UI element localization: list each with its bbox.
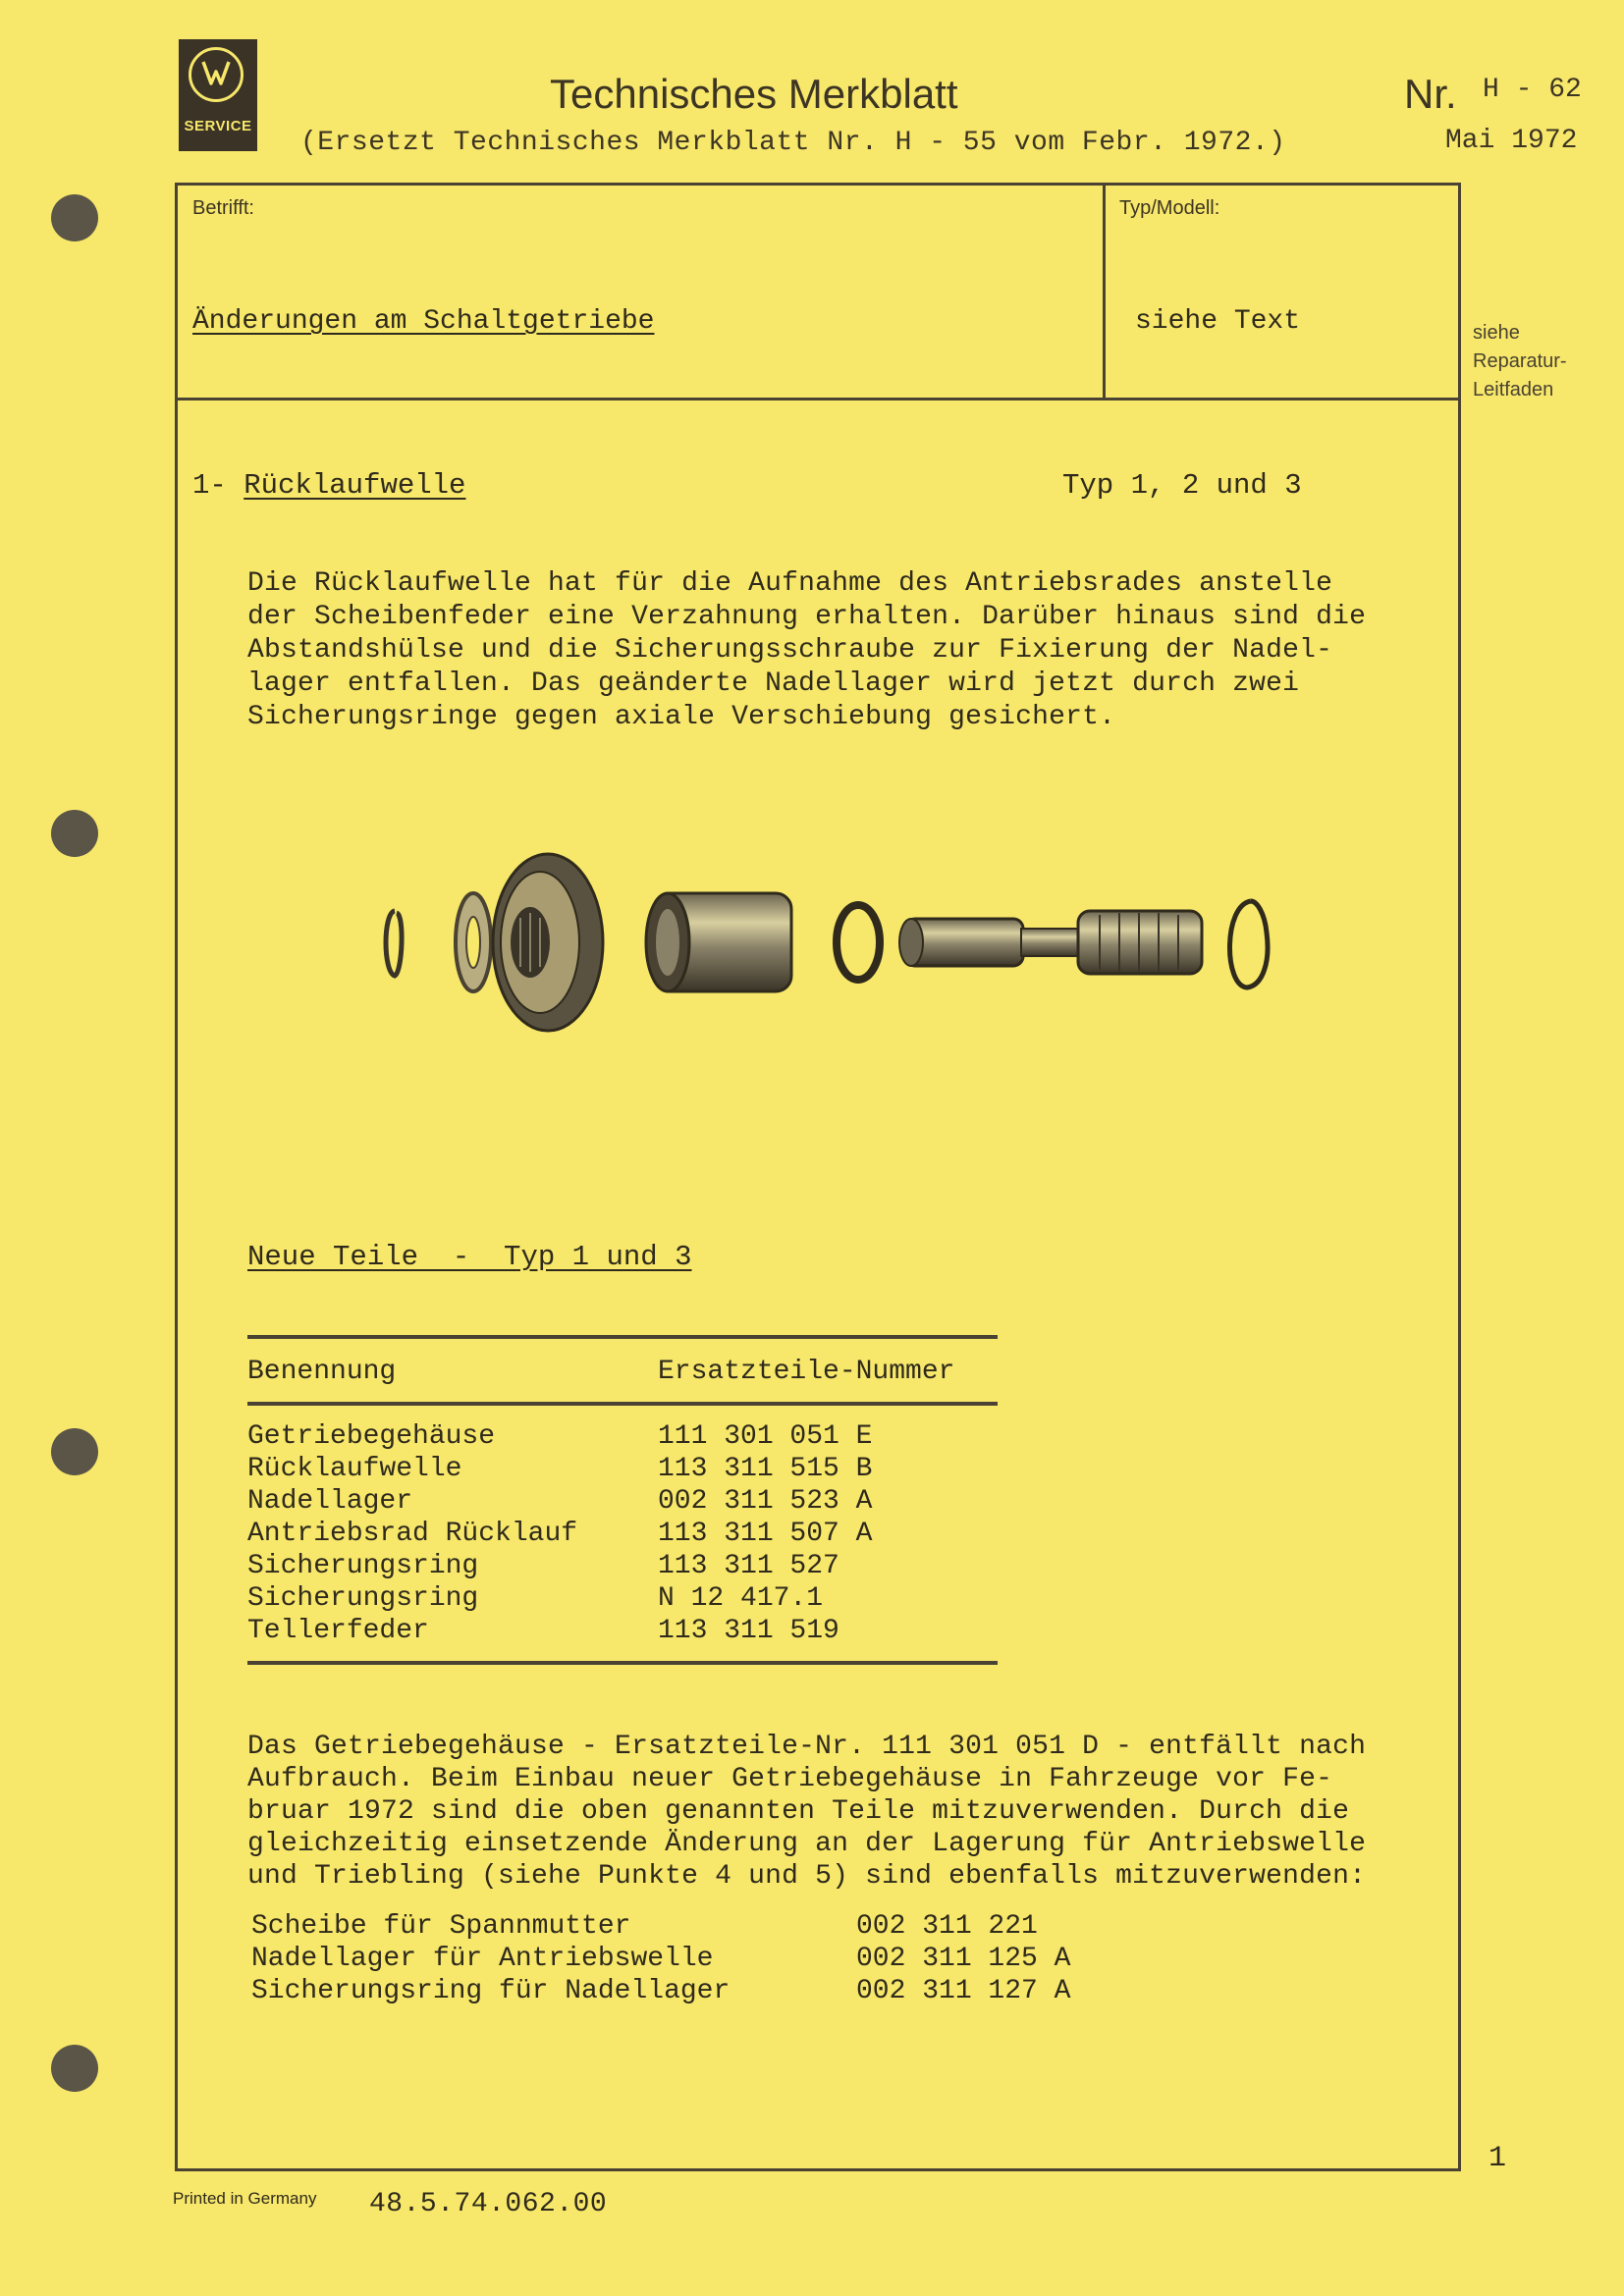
document-subtitle: (Ersetzt Technisches Merkblatt Nr. H - 55 vom Febr. 1972.) [300,128,1286,158]
table-row [247,1519,998,1552]
table-row [247,1454,998,1487]
side-note-line: Reparatur- [1473,350,1567,372]
side-note [1473,319,1567,404]
betrifft-value: Änderungen am Schaltgetriebe [192,306,655,337]
vw-service-logo [179,39,257,151]
part-name: Scheibe für Spannmutter [251,1911,631,1942]
part-name: Nadellager [247,1486,413,1517]
washer-icon [456,893,491,991]
part-name: Sicherungsring [247,1551,479,1581]
reverse-shaft-icon [899,911,1202,974]
nr-value: H - 62 [1483,75,1582,105]
new-parts-heading: Neue Teile - Typ 1 und 3 [247,1241,692,1273]
info-box [175,183,1461,400]
part-number: 113 311 515 B [658,1454,873,1484]
part-number: 113 311 507 A [658,1519,873,1549]
table-row [247,1421,998,1455]
section-paragraph: Die Rücklaufwelle hat für die Aufnahme des Antriebsrades anstelle der Scheibenfeder eine Verzahnung erhalten. Darüber hinaus sind die Abstandshülse und die Sicherungsschraube zur Fixierung der Nadel- lager entfallen. Das geänderte Nadellager wird jetzt durch zwei Sicherungsringe gegen axiale Verschiebung gesichert. [247,568,1367,732]
logo-text: SERVICE [184,118,252,134]
table-rule [247,1402,998,1406]
retaining-ring-icon [386,911,402,976]
o-ring-icon [837,905,880,980]
table-row [247,1551,998,1584]
spacer-sleeve-icon [646,893,791,991]
part-name: Sicherungsring für Nadellager [251,1976,731,2006]
table-rule [247,1661,998,1665]
vw-logo-icon [189,47,244,102]
punch-hole [51,194,98,241]
typ-value: siehe Text [1135,306,1301,337]
typ-label: Typ/Modell: [1119,197,1220,219]
side-note-line: Leitfaden [1473,379,1554,400]
circlip-icon [1229,901,1268,988]
part-number: 002 311 127 A [856,1976,1071,2006]
part-number: 002 311 125 A [856,1944,1071,1974]
part-number: 113 311 527 [658,1551,839,1581]
punch-hole [51,810,98,857]
section-types: Typ 1, 2 und 3 [1062,469,1302,502]
table-rule [247,1335,998,1339]
part-name: Getriebegehäuse [247,1421,496,1452]
print-code: 48.5.74.062.00 [369,2189,608,2219]
info-box-divider [1103,183,1106,400]
part-name: Antriebsrad Rücklauf [247,1519,578,1549]
table-header [247,1357,998,1390]
nr-label: Nr. [1404,71,1457,117]
page-number: 1 [1489,2142,1507,2175]
col-number-header: Ersatzteile-Nummer [658,1357,955,1387]
part-number: 113 311 519 [658,1616,839,1646]
document-title: Technisches Merkblatt [550,71,958,117]
part-name: Tellerfeder [247,1616,429,1646]
gear-icon [493,854,603,1031]
list-item [251,1976,1135,2009]
list-item [251,1911,1135,1945]
section-title: Rücklaufwelle [244,469,466,502]
list-item [251,1944,1135,1977]
printed-in-label: Printed in Germany [173,2189,317,2208]
table-row [247,1583,998,1617]
part-number: N 12 417.1 [658,1583,824,1614]
section-number: 1- [192,469,227,502]
document-date: Mai 1972 [1445,126,1578,156]
note-paragraph: Das Getriebegehäuse - Ersatzteile-Nr. 111 301 051 D - entfällt nach Aufbrauch. Beim Einbau neuer Getriebegehäuse in Fahrzeuge vor Fe- bruar 1972 sind die oben genannten Teile mitzuverwenden. Durch die gleichzeitig einsetzende Änderung an der Lagerung für Antriebswelle und Triebling (siehe Punkte 4 und 5) sind ebenfalls mitzuverwenden: [247,1732,1367,1892]
col-name-header: Benennung [247,1357,397,1387]
part-name: Rücklaufwelle [247,1454,462,1484]
punch-hole [51,1428,98,1475]
table-row [247,1616,998,1649]
part-name: Sicherungsring [247,1583,479,1614]
betrifft-label: Betrifft: [192,197,254,219]
part-number: 002 311 523 A [658,1486,873,1517]
part-name: Nadellager für Antriebswelle [251,1944,714,1974]
part-number: 002 311 221 [856,1911,1038,1942]
table-row [247,1486,998,1520]
exploded-parts-illustration [373,844,1296,1041]
section-heading [192,469,465,502]
punch-hole [51,2045,98,2092]
part-number: 111 301 051 E [658,1421,873,1452]
side-note-line: siehe [1473,322,1520,344]
